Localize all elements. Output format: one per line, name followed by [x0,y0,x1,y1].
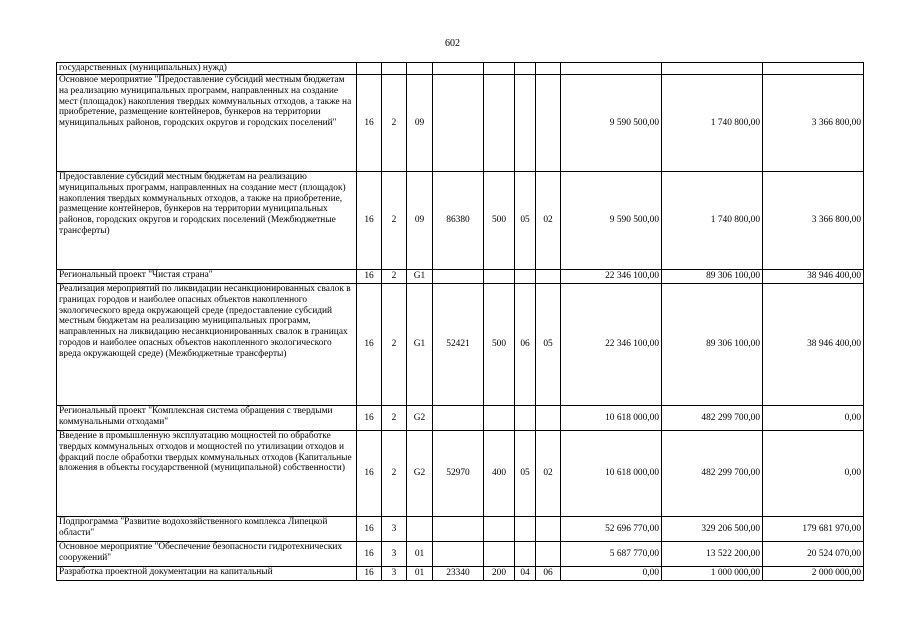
cell-c1: 16 [357,567,382,581]
cell-c6: 05 [515,431,536,517]
cell-c4 [433,75,484,172]
cell-c2: 2 [382,172,407,270]
cell-c6: 06 [515,284,536,406]
row-name: государственных (муниципальных) нужд) [57,63,357,75]
row-name: Реализация мероприятий по ликвидации несанкционированных свалок в границах городов и наиболее опасных объектов накопленного экологического вреда окружающей среде (предоставление субсидий местным бюджетам на реализацию муниципальных программ, направленных на ликвидацию несанкционированных свалок в границах городов и наиболее опасных объектов накопленного экологического вреда окружающей среде) (Межбюджетные трансферты) [57,284,357,406]
cell-v3: 0,00 [763,431,864,517]
table-row [57,75,864,172]
row-name: Региональный проект "Комплексная система обращения с твердыми коммунальными отходами" [57,406,357,431]
row-name: Региональный проект "Чистая страна" [57,270,357,284]
cell-v3: 179 681 970,00 [763,517,864,542]
row-name: Введение в промышленную эксплуатацию мощностей по обработке твердых коммунальных отходов и мощностей по утилизации отходов и фракций после обработки твердых коммунальных отходов (Капитальные вложения в объекты государственной (муниципальной) собственности) [57,431,357,517]
cell-c3: 09 [407,172,433,270]
cell-c7: 02 [536,431,561,517]
cell-c7: 02 [536,172,561,270]
cell-v1: 22 346 100,00 [561,270,662,284]
cell-c1: 16 [357,270,382,284]
cell-c7 [536,517,561,542]
page-number: 602 [445,38,460,49]
cell-v1 [561,63,662,75]
cell-v1: 0,00 [561,567,662,581]
cell-v3: 38 946 400,00 [763,284,864,406]
cell-v1: 5 687 770,00 [561,542,662,567]
cell-c1: 16 [357,172,382,270]
cell-c7: 06 [536,567,561,581]
cell-c3: G1 [407,270,433,284]
cell-c5 [484,517,515,542]
cell-c6: 05 [515,172,536,270]
cell-c5: 500 [484,172,515,270]
table-row [57,567,864,581]
cell-v1: 10 618 000,00 [561,406,662,431]
cell-v1: 9 590 500,00 [561,75,662,172]
cell-c4 [433,517,484,542]
cell-v2: 1 000 000,00 [662,567,763,581]
cell-c3: G2 [407,406,433,431]
cell-c6 [515,406,536,431]
cell-c1: 16 [357,431,382,517]
table-row [57,542,864,567]
cell-c4: 52970 [433,431,484,517]
cell-c3: G2 [407,431,433,517]
table-row [57,406,864,431]
cell-c7 [536,542,561,567]
budget-table-body [57,63,864,581]
row-name: Основное мероприятие "Предоставление субсидий местным бюджетам на реализацию муниципальных программ, направленных на создание мест (площадок) накопления твердых коммунальных отходов, а также на приобретение, размещение контейнеров, бункеров на территории муниципальных районов, городских округов и городских поселений" [57,75,357,172]
row-name: Основное мероприятие "Обеспечение безопасности гидротехнических сооружений" [57,542,357,567]
table-row [57,172,864,270]
cell-c5 [484,75,515,172]
cell-c5: 400 [484,431,515,517]
cell-c6 [515,63,536,75]
cell-v3: 20 524 070,00 [763,542,864,567]
cell-v2: 329 206 500,00 [662,517,763,542]
cell-v1: 9 590 500,00 [561,172,662,270]
cell-c4: 86380 [433,172,484,270]
cell-c3: 09 [407,75,433,172]
cell-v3: 3 366 800,00 [763,172,864,270]
cell-c4 [433,63,484,75]
cell-c5 [484,63,515,75]
cell-v1: 10 618 000,00 [561,431,662,517]
cell-v3: 0,00 [763,406,864,431]
cell-c5 [484,406,515,431]
cell-c6: 04 [515,567,536,581]
table-row [57,284,864,406]
row-name: Подпрограмма "Развитие водохозяйственного комплекса Липецкой области" [57,517,357,542]
cell-c5: 200 [484,567,515,581]
cell-c4 [433,542,484,567]
cell-c1: 16 [357,542,382,567]
cell-v2: 89 306 100,00 [662,284,763,406]
table-row [57,431,864,517]
cell-c4 [433,406,484,431]
cell-v3 [763,63,864,75]
cell-c5 [484,542,515,567]
cell-v2: 1 740 800,00 [662,172,763,270]
cell-c2: 2 [382,284,407,406]
cell-c4 [433,270,484,284]
cell-v2: 1 740 800,00 [662,75,763,172]
cell-c2: 3 [382,567,407,581]
cell-c1: 16 [357,406,382,431]
cell-c3 [407,63,433,75]
cell-c7 [536,406,561,431]
cell-c6 [515,517,536,542]
cell-v2: 482 299 700,00 [662,406,763,431]
cell-c2: 2 [382,75,407,172]
cell-c6 [515,270,536,284]
cell-c7 [536,270,561,284]
cell-c6 [515,542,536,567]
cell-c1 [357,63,382,75]
cell-c2: 2 [382,406,407,431]
row-name: Предоставление субсидий местным бюджетам на реализацию муниципальных программ, направленных на создание мест (площадок) накопления твердых коммунальных отходов, а также на приобретение, размещение контейнеров, бункеров на территории муниципальных районов, городских округов и городских поселений (Межбюджетные трансферты) [57,172,357,270]
cell-c2: 2 [382,270,407,284]
table-row [57,517,864,542]
table-row [57,63,864,75]
cell-c6 [515,75,536,172]
cell-c5: 500 [484,284,515,406]
cell-c2: 2 [382,431,407,517]
cell-v3: 3 366 800,00 [763,75,864,172]
cell-c1: 16 [357,517,382,542]
table-row [57,270,864,284]
cell-v1: 22 346 100,00 [561,284,662,406]
cell-c1: 16 [357,75,382,172]
cell-v2: 13 522 200,00 [662,542,763,567]
budget-table [56,62,864,581]
cell-c2 [382,63,407,75]
cell-c7 [536,75,561,172]
cell-v2: 482 299 700,00 [662,431,763,517]
cell-c3: 01 [407,542,433,567]
cell-c4: 52421 [433,284,484,406]
cell-v1: 52 696 770,00 [561,517,662,542]
cell-c3: 01 [407,567,433,581]
cell-c7: 05 [536,284,561,406]
cell-v2 [662,63,763,75]
cell-c5 [484,270,515,284]
cell-v3: 2 000 000,00 [763,567,864,581]
row-name: Разработка проектной документации на капитальный [57,567,357,581]
cell-v3: 38 946 400,00 [763,270,864,284]
cell-c7 [536,63,561,75]
cell-c1: 16 [357,284,382,406]
cell-c2: 3 [382,517,407,542]
cell-c3: G1 [407,284,433,406]
cell-c2: 3 [382,542,407,567]
cell-c4: 23340 [433,567,484,581]
cell-v2: 89 306 100,00 [662,270,763,284]
cell-c3 [407,517,433,542]
